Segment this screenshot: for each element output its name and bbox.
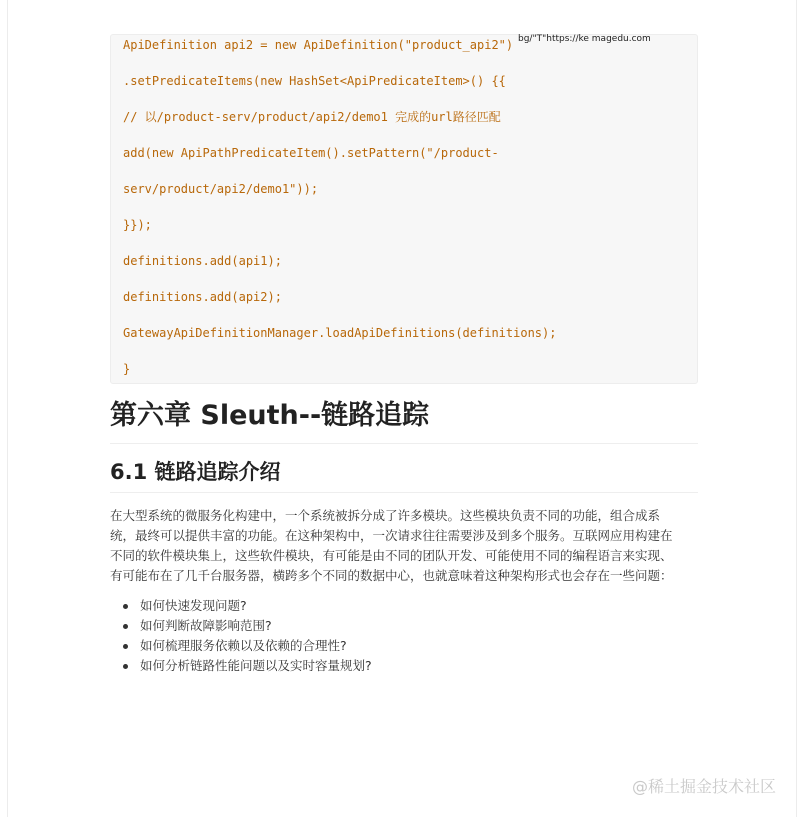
code-line: ApiDefinition api2 = new ApiDefinition("product_api2") [123,38,514,52]
paragraph-line: 在大型系统的微服务化构建中，一个系统被拆分成了许多模块。这些模块负责不同的功能，组合成系 [110,508,661,523]
list-item-text: 如何分析链路性能问题以及实时容量规划? [140,658,372,673]
chapter-title: 第六章 Sleuth--链路追踪 [110,400,430,431]
bullet-icon [123,604,128,609]
list-item-text: 如何快速发现问题? [140,598,247,613]
paragraph-line: 有可能布在了几千台服务器，横跨多个不同的数据中心，也就意味着这种架构形式也会存在一些问题： [110,568,673,583]
code-line: serv/product/api2/demo1")); [123,182,319,196]
section-title-divider [110,492,698,493]
code-line: definitions.add(api1); [123,254,282,268]
code-line: definitions.add(api2); [123,290,282,304]
list-item-text: 如何梳理服务依赖以及依赖的合理性? [140,638,347,653]
list-item-text: 如何判断故障影响范围? [140,618,272,633]
code-line: add(new ApiPathPredicateItem().setPattern("/product- [123,146,499,160]
bullet-icon [123,624,128,629]
list-item [110,596,698,616]
paragraph-line: 不同的软件模块集上，这些软件模块，有可能是由不同的团队开发、可能使用不同的编程语言来实现、 [110,548,673,563]
code-block [110,34,698,384]
url-watermark: bg/"T"https://ke magedu.com [518,34,651,44]
paragraph-line: 统，最终可以提供丰富的功能。在这种架构中，一次请求往往需要涉及到多个服务。互联网应用构建在 [110,528,673,543]
list-item [110,636,698,656]
site-watermark: @稀土掘金技术社区 [632,777,777,796]
code-line: .setPredicateItems(new HashSet<ApiPredicateItem>() {{ [123,74,506,88]
list-item [110,656,698,676]
intro-paragraph [110,506,700,586]
list-item [110,616,698,636]
chapter-title-divider [110,443,698,444]
code-line: }}); [123,218,152,232]
section-title: 6.1 链路追踪介绍 [110,460,281,484]
code-line: GatewayApiDefinitionManager.loadApiDefinitions(definitions); [123,326,557,340]
question-list [110,596,698,676]
bullet-icon [123,644,128,649]
bullet-icon [123,664,128,669]
code-line: } [123,362,131,376]
code-line: // 以/product-serv/product/api2/demo1 完成的url路径匹配 [123,110,501,124]
